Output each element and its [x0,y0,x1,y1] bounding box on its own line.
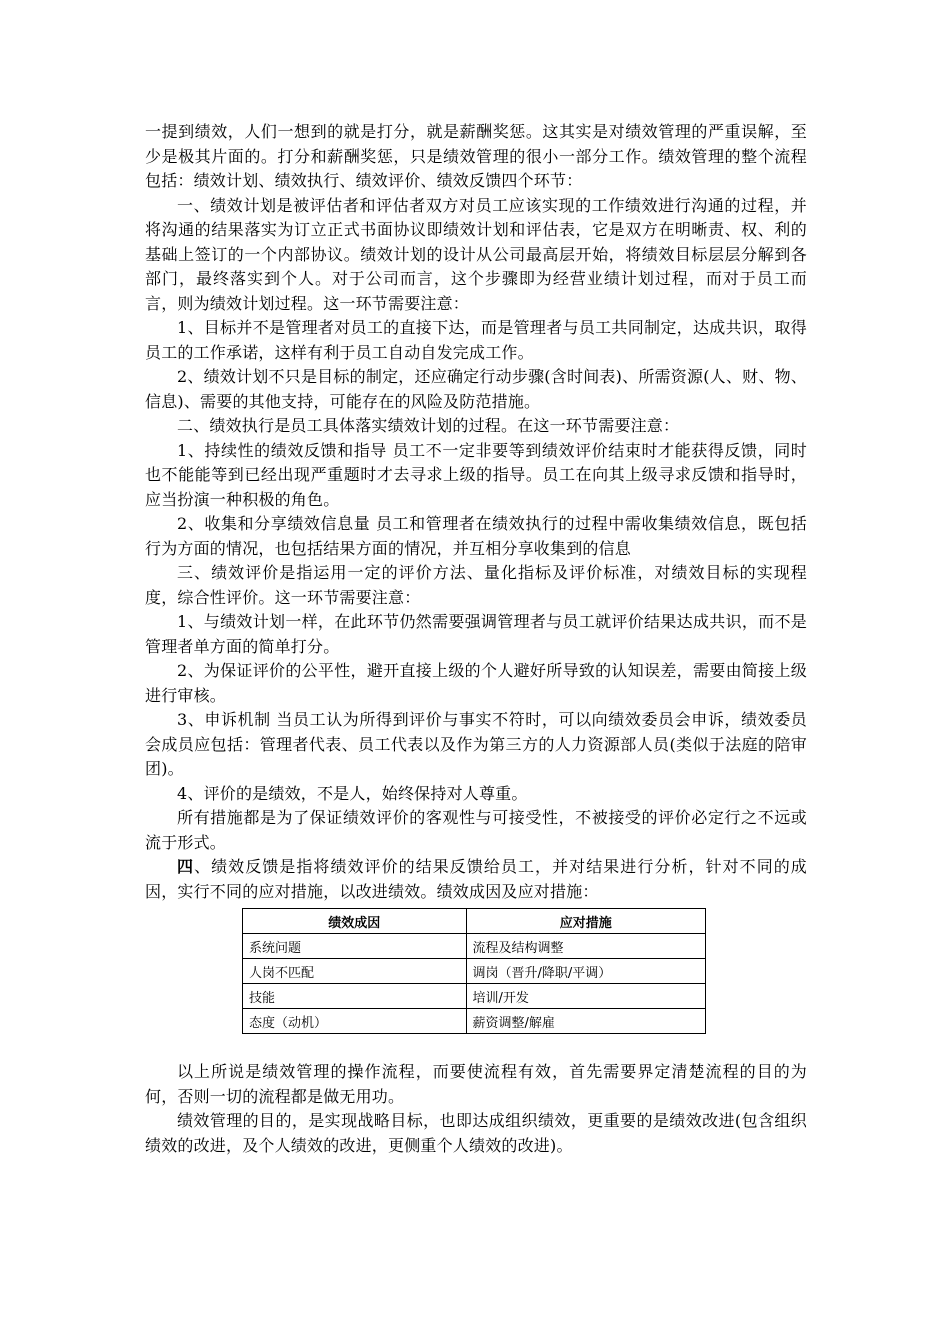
paragraph-section-4 [145,855,807,904]
table-cell: 人岗不匹配 [243,959,467,984]
paragraph-section-1-note-2: 2、绩效计划不只是目标的制定，还应确定行动步骤(含时间表)、所需资源(人、财、物、信息)、需要的其他支持，可能存在的风险及防范措施。 [145,367,807,411]
paragraph-section-2: 二、绩效执行是员工具体落实绩效计划的过程。在这一环节需要注意： [177,416,680,435]
table-cell: 培训/开发 [466,984,705,1009]
table-cell: 技能 [243,984,467,1009]
table-header-cell: 绩效成因 [243,909,467,934]
paragraph-section-2-note-2: 2、收集和分享绩效信息量 员工和管理者在绩效执行的过程中需收集绩效信息，既包括行为方面的情况，也包括结果方面的情况，并互相分享收集到的信息 [145,514,807,558]
paragraph-section-3-note-2: 2、为保证评价的公平性，避开直接上级的个人避好所导致的认知误差，需要由简接上级进行审核。 [145,661,807,705]
paragraph-section-1: 一、绩效计划是被评估者和评估者双方对员工应该实现的工作绩效进行沟通的过程，并将沟通的结果落实为订立正式书面协议即绩效计划和评估表，它是双方在明晰责、权、利的基础上签订的一个内部协议。绩效计划的设计从公司最高层开始，将绩效目标层层分解到各部门，最终落实到个人。对于公司而言，这个步骤即为经营业绩计划过程，而对于员工而言，则为绩效计划过程。这一环节需要注意： [145,195,807,313]
table-row [243,984,706,1009]
performance-causes-table [242,908,706,1034]
table-cell: 态度（动机） [243,1009,467,1034]
table-header-row [243,909,706,934]
table-row [243,934,706,959]
table-header-cell: 应对措施 [466,909,705,934]
paragraph-section-3-note-1: 1、与绩效计划一样，在此环节仍然需要强调管理者与员工就评价结果达成共识，而不是管理者单方面的简单打分。 [145,612,807,656]
paragraph-conclusion-2: 绩效管理的目的，是实现战略目标，也即达成组织绩效，更重要的是绩效改进(包含组织绩效的改进，及个人绩效的改进，更侧重个人绩效的改进)。 [145,1111,807,1155]
paragraph-section-3: 三、绩效评价是指运用一定的评价方法、量化指标及评价标准，对绩效目标的实现程度，综合性评价。这一环节需要注意： [145,563,807,607]
table-cell: 调岗（晋升/降职/平调） [466,959,705,984]
section-4-text: 、绩效反馈是指将绩效评价的结果反馈给员工，并对结果进行分析，针对不同的成因，实行不同的应对措施，以改进绩效。绩效成因及应对措施： [145,857,808,901]
paragraph-conclusion-1: 以上所说是绩效管理的操作流程，而要使流程有效，首先需要界定清楚流程的目的为何，否则一切的流程都是做无用功。 [145,1062,807,1106]
paragraph-section-1-note-1: 1、目标并不是管理者对员工的直接下达，而是管理者与员工共同制定，达成共识，取得员工的工作承诺，这样有利于员工自动自发完成工作。 [145,318,807,362]
table-cell: 系统问题 [243,934,467,959]
table-row [243,1009,706,1034]
paragraph-section-2-note-1: 1、持续性的绩效反馈和指导 员工不一定非要等到绩效评价结束时才能获得反馈，同时也不能能等到已经出现严重题时才去寻求上级的指导。员工在向其上级寻求反馈和指导时，应当扮演一种积极的角色。 [145,440,807,509]
paragraph-intro: 一提到绩效，人们一想到的就是打分，就是薪酬奖惩。这其实是对绩效管理的严重误解，至少是极其片面的。打分和薪酬奖惩，只是绩效管理的很小一部分工作。绩效管理的整个流程包括：绩效计划、绩效执行、绩效评价、绩效反馈四个环节： [145,122,807,190]
paragraph-section-3-note-3: 3、申诉机制 当员工认为所得到评价与事实不符时，可以向绩效委员会申诉，绩效委员会成员应包括：管理者代表、员工代表以及作为第三方的人力资源部人员(类似于法庭的陪审团)。 [145,710,807,778]
paragraph-section-3-note-4: 4、评价的是绩效，不是人，始终保持对人尊重。 [177,783,528,803]
table-cell: 流程及结构调整 [466,934,705,959]
paragraph-section-3-summary: 所有措施都是为了保证绩效评价的客观性与可接受性，不被接受的评价必定行之不远或流于形式。 [145,808,807,852]
section-4-lead: 四 [177,857,195,876]
table-row [243,959,706,984]
table-cell: 薪资调整/解雇 [466,1009,705,1034]
document-body [145,120,807,1158]
